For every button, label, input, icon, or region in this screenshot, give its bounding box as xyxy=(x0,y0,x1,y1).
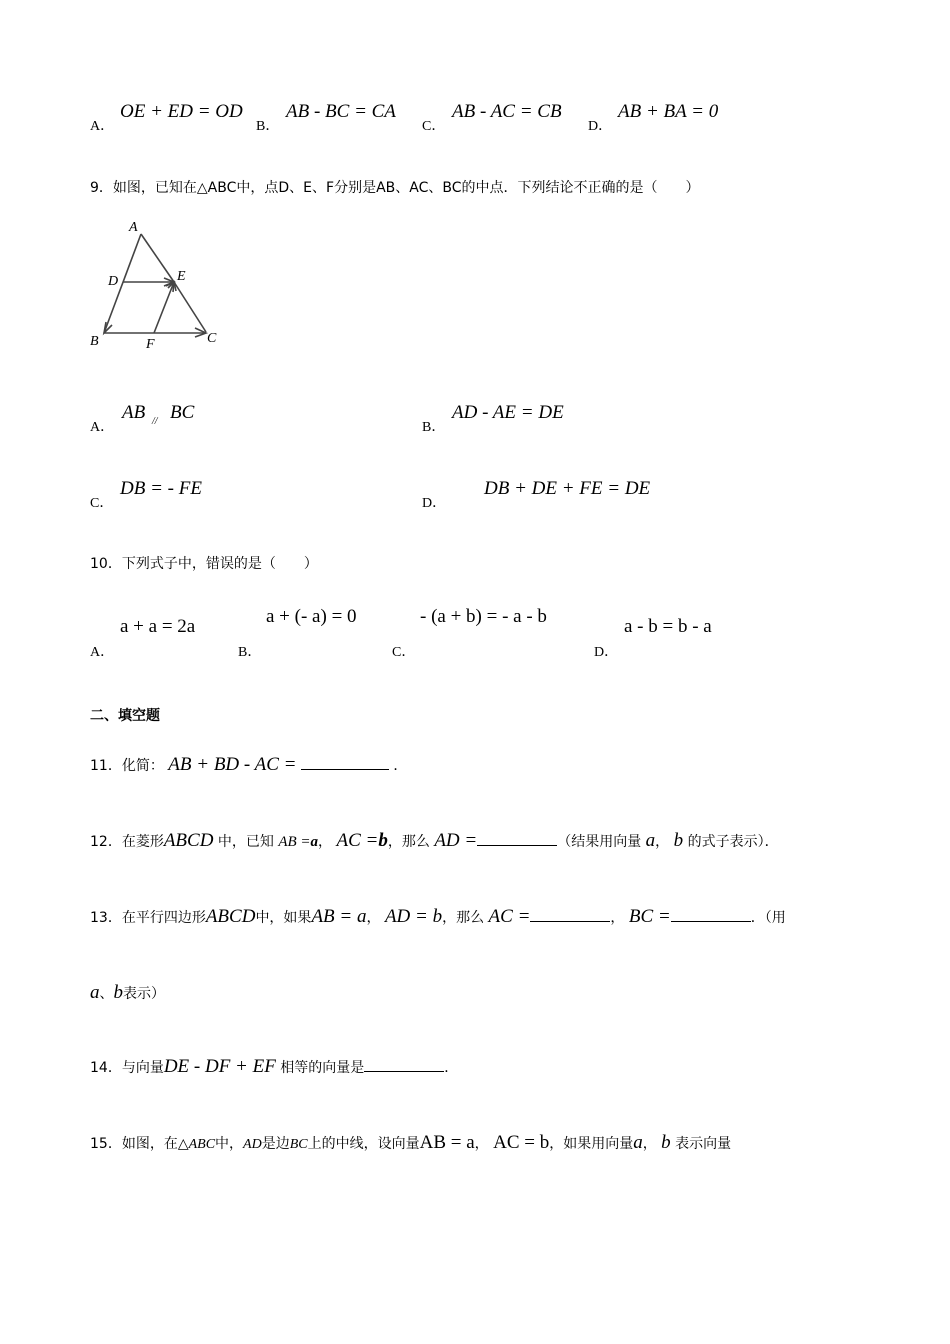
q12-sep: ， xyxy=(318,834,333,850)
q15-var-b: b xyxy=(661,1132,671,1153)
q9-option-a-parallel: // xyxy=(152,416,158,427)
q9-option-a-expr-right: BC xyxy=(170,402,195,423)
q13-expr-ac: AC = xyxy=(488,906,531,927)
q9-segment-fe xyxy=(154,282,174,333)
q13-expr-ad: AD = b xyxy=(384,906,443,927)
q12-answer-blank[interactable] xyxy=(477,831,557,846)
q15-sep: ， xyxy=(474,1136,489,1152)
q13-sep-2: ， xyxy=(610,910,625,926)
q15-triangle: ABC xyxy=(188,1137,216,1152)
q10-option-a-label: A． xyxy=(90,645,115,660)
q12-expr-ad: AD = xyxy=(434,830,478,851)
q15-expr-ac: AC = b xyxy=(493,1132,550,1153)
q8-option-d-label: D． xyxy=(588,119,613,134)
q11-answer-blank[interactable] xyxy=(301,755,389,770)
q9-option-b-label: B． xyxy=(422,420,446,435)
q15-comma: ， xyxy=(642,1136,657,1152)
q13-text-1: 中，如果 xyxy=(255,910,312,926)
q15-ad: AD xyxy=(243,1137,262,1152)
q8-option-b-expr: AB - BC = CA xyxy=(286,101,396,122)
q14 xyxy=(90,1056,458,1078)
q15 xyxy=(90,1132,731,1154)
q13-text-3: ．（用 xyxy=(750,910,786,926)
q11 xyxy=(90,754,407,776)
q8-option-b-label: B． xyxy=(256,119,280,134)
q10-stem: 10．下列式子中，错误的是（ ） xyxy=(90,556,318,572)
q8-option-a-label: A． xyxy=(90,119,115,134)
section-title-fill-in: 二、填空题 xyxy=(90,708,160,724)
q13-text-4: 表示） xyxy=(123,986,165,1002)
q13-shape: ABCD xyxy=(205,906,256,927)
q12-expr-ab: AB = xyxy=(278,834,311,850)
q12-text-3: （结果用向量 xyxy=(557,834,642,850)
q15-bc: BC xyxy=(289,1137,308,1152)
q9-segment-ae xyxy=(141,234,174,282)
q11-suffix: ． xyxy=(393,758,408,774)
q10-option-b-expr: a + (- a) = 0 xyxy=(266,606,357,627)
q12-prefix: 12．在菱形 xyxy=(90,834,164,850)
q10-option-c-label: C． xyxy=(392,645,416,660)
q8-option-a-expr: OE + ED = OD xyxy=(120,101,243,122)
q8-option-d-expr: AB + BA = 0 xyxy=(618,101,719,122)
q15-text-2: 是边 xyxy=(261,1136,290,1152)
q9-label-f: F xyxy=(146,337,155,350)
q13-expr-ab: AB = a xyxy=(311,906,367,927)
q13-var-a: a xyxy=(90,982,100,1003)
q11-prefix: 11．化简： xyxy=(90,758,164,774)
q9-option-b-expr: AD - AE = DE xyxy=(452,402,564,423)
q9-label-c: C xyxy=(207,331,217,346)
q9-segment-ec xyxy=(174,282,206,332)
q12 xyxy=(90,830,779,852)
q12-text-2: ，那么 xyxy=(387,834,430,850)
q13-answer-blank-bc[interactable] xyxy=(671,907,751,922)
q12-vector-a: a xyxy=(310,834,319,850)
q11-expr: AB + BD - AC = xyxy=(168,754,297,775)
q15-expr-ab: AB = a xyxy=(419,1132,475,1153)
q13-expr-bc: BC = xyxy=(628,906,671,927)
q12-var-b: b xyxy=(673,830,684,851)
q13 xyxy=(90,906,786,928)
q9-label-b: B xyxy=(90,334,99,349)
q12-text-4: 的式子表示）． xyxy=(687,834,779,850)
q9-option-a-expr-left: AB xyxy=(122,402,146,423)
q14-answer-blank[interactable] xyxy=(364,1057,444,1072)
q14-prefix: 14．与向量 xyxy=(90,1060,164,1076)
q10-option-a-expr: a + a = 2a xyxy=(120,616,196,637)
q13-prefix: 13．在平行四边形 xyxy=(90,910,206,926)
q15-var-a: a xyxy=(633,1132,643,1153)
q12-var-a: a xyxy=(645,830,656,851)
q9-option-c-label: C． xyxy=(90,496,114,511)
q15-text-3: 上的中线，设向量 xyxy=(307,1136,420,1152)
q12-vector-b: b xyxy=(378,830,388,851)
q9-triangle-figure xyxy=(86,218,226,350)
q10-option-c-expr: - (a + b) = - a - b xyxy=(420,606,547,627)
q14-end: ． xyxy=(444,1060,459,1076)
q13-dun: 、 xyxy=(99,986,114,1002)
q9-option-c-expr: DB = - FE xyxy=(120,478,202,499)
q8-option-c-label: C． xyxy=(422,119,446,134)
q14-expr: DE - DF + EF xyxy=(163,1056,276,1077)
q13-sep: ， xyxy=(366,910,381,926)
q13-continued xyxy=(90,982,165,1004)
q15-text-5: 表示向量 xyxy=(675,1136,732,1152)
q12-text-1: 中，已知 xyxy=(217,834,274,850)
q9-option-d-expr: DB + DE + FE = DE xyxy=(484,478,651,499)
q9-label-e: E xyxy=(177,269,186,284)
q13-var-b: b xyxy=(113,982,123,1003)
q12-shape: ABCD xyxy=(163,830,214,851)
q13-answer-blank-ac[interactable] xyxy=(530,907,610,922)
q12-comma: ， xyxy=(655,834,670,850)
q13-text-2: ，那么 xyxy=(442,910,485,926)
q10-option-d-expr: a - b = b - a xyxy=(624,616,712,637)
q14-suffix: 相等的向量是 xyxy=(280,1060,365,1076)
q9-stem: 9．如图，已知在△ABC中，点D、E、F分别是AB、AC、BC的中点．下列结论不正确的是（ ） xyxy=(90,180,700,196)
q15-prefix: 15．如图，在△ xyxy=(90,1136,189,1152)
q9-label-d: D xyxy=(108,274,119,289)
q15-text-4: ，如果用向量 xyxy=(549,1136,634,1152)
q9-option-a-label: A． xyxy=(90,420,115,435)
q12-expr-ac: AC = xyxy=(336,830,379,851)
q10-option-d-label: D． xyxy=(594,645,619,660)
q8-option-c-expr: AB - AC = CB xyxy=(452,101,562,122)
q15-text-1: 中， xyxy=(215,1136,244,1152)
q9-label-a: A xyxy=(129,220,138,235)
q9-option-d-label: D． xyxy=(422,496,447,511)
q10-option-b-label: B． xyxy=(238,645,262,660)
